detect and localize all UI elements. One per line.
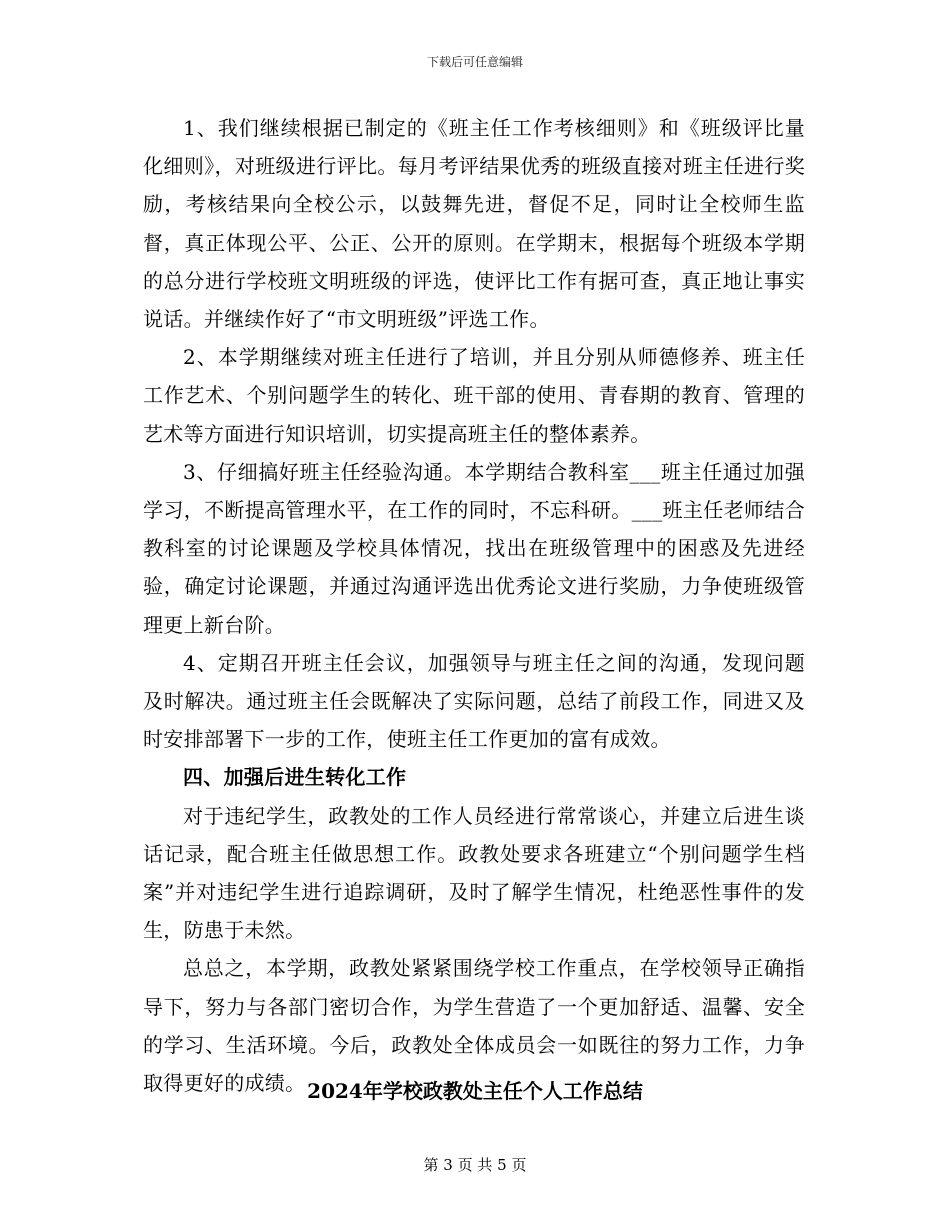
document-body	[143, 109, 805, 1102]
paragraph-4: 4、定期召开班主任会议，加强领导与班主任之间的沟通，发现问题及时解决。通过班主任会既解决了实际问题，总结了前段工作，同进又及时安排部署下一步的工作，使班主任工作更加的富有成效。	[143, 650, 805, 752]
page-header-note: 下载后可任意编辑	[426, 55, 523, 69]
next-document-title: 2024年学校政教处主任个人工作总结	[307, 1079, 643, 1103]
paragraph-1: 1、我们继续根据已制定的《班主任工作考核细则》和《班级评比量化细则》，对班级进行评比。每月考评结果优秀的班级直接对班主任进行奖励，考核结果向全校公示，以鼓舞先进，督促不足，同时让全校师生监督，真正体现公平、公正、公开的原则。在学期末，根据每个班级本学期的总分进行学校班文明班级的评选，使评比工作有据可查，真正地让事实说话。并继续作好了“市文明班级”评选工作。	[143, 116, 805, 332]
section-heading-4: 四、加强后进生转化工作	[183, 765, 407, 790]
paragraph-6: 总总之，本学期，政教处紧紧围绕学校工作重点，在学校领导正确指导下，努力与各部门密切合作，为学生营造了一个更加舒适、温馨、安全的学习、生活环境。今后，政教处全体成员会一如既往的努力工作，力争取得更好的成绩。	[143, 956, 805, 1096]
paragraph-5: 对于违纪学生，政教处的工作人员经进行常常谈心，并建立后进生谈话记录，配合班主任做思想工作。政教处要求各班建立“个别问题学生档案”并对违纪学生进行追踪调研，及时了解学生情况，杜绝恶性事件的发生，防患于未然。	[143, 803, 805, 943]
paragraph-3: 3、仔细搞好班主任经验沟通。本学期结合教科室___班主任通过加强学习，不断提高管理水平，在工作的同时，不忘科研。___班主任老师结合教科室的讨论课题及学校具体情况，找出在班级管理中的困惑及先进经验，确定讨论课题，并通过沟通评选出优秀论文进行奖励，力争使班级管理更上新台阶。	[143, 459, 805, 637]
page-number-footer: 第 3 页 共 5 页	[423, 1156, 527, 1174]
paragraph-2: 2、本学期继续对班主任进行了培训，并且分别从师德修养、班主任工作艺术、个别问题学生的转化、班干部的使用、青春期的教育、管理的艺术等方面进行知识培训，切实提高班主任的整体素养。	[143, 345, 805, 446]
